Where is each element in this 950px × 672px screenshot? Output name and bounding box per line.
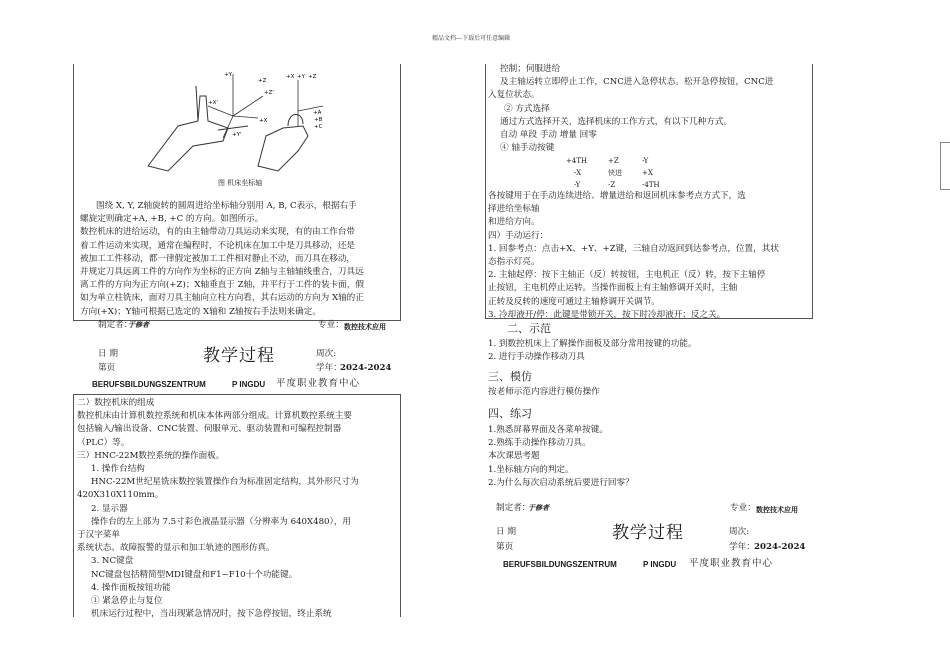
label-left-yp: +Y': [232, 132, 242, 138]
text-line: 数控机床由计算机数控系统和机床本体两部分组成。计算机数控系统主要: [77, 411, 353, 422]
page-title-2: 教学过程: [612, 523, 684, 543]
key-z-plus[interactable]: +Z: [608, 157, 619, 165]
text-line: 通过方式选择开关，选择机床的工作方式，有以下几种方式。: [500, 116, 733, 127]
key-4th-minus[interactable]: -4TH: [642, 181, 660, 189]
week-label: 周次:: [316, 349, 337, 359]
date-label-2: 日 期: [496, 527, 516, 537]
text-line: 包括输入/输出设备、CNC装置、伺服单元、驱动装置和可编程控制器: [77, 424, 342, 435]
page-label-2: 第页: [496, 542, 514, 552]
section-practice-heading: 四、练习: [488, 407, 532, 420]
left-paragraph-2: [77, 397, 359, 621]
label-right-a: +A: [313, 110, 322, 116]
author-label: 制定者：: [98, 320, 133, 330]
school-cn-2: 平度职业教育中心: [689, 558, 774, 569]
label-right-y: +Y: [297, 74, 305, 80]
text-line: 被加工工件移动，都一律假定被加工工件相对静止不动，而刀具在移动，: [80, 253, 356, 264]
text-line: （PLC）等。: [77, 437, 130, 448]
text-line: 并规定刀具远离工件的方向作为坐标的正方向 Z轴与主轴轴线重合，刀具远: [80, 267, 364, 278]
label-right-c: +C: [314, 124, 323, 130]
page-label: 第页: [98, 363, 116, 373]
label-right-x: +X: [286, 74, 295, 80]
text-line: 三）HNC-22M数控系统的操作面板。: [77, 450, 225, 461]
date-label: 日 期: [98, 349, 118, 359]
figure-caption: 图 机床坐标轴: [218, 179, 263, 187]
year-label-2: 学年：: [729, 542, 755, 552]
text-line: 系统状态、故障报警的显示和加工轨迹的图形仿真。: [77, 543, 275, 554]
text-line: 入复位状态。: [488, 90, 540, 101]
text-line: 着工件运动来实现，通常在编程时，不论机床在加工中是刀具移动，还是: [80, 240, 356, 251]
list-item: 2. 进行手动操作移动刀具: [488, 352, 585, 363]
section-imitate-heading: 三、模仿: [488, 370, 532, 383]
week-label-2: 周次:: [729, 527, 750, 537]
text-line: 1. 操作台结构: [91, 464, 145, 475]
text-line: 数控机床的进给运动，有的由主轴带动刀具运动来实现，有的由工作台带: [80, 227, 356, 238]
left-paragraph-1: [80, 200, 364, 319]
side-tab: [940, 142, 950, 190]
text-line: 螺旋定则确定+A, +B, +C 的方向。如图所示。: [80, 214, 264, 225]
text-line: 择进给坐标轴: [488, 204, 540, 215]
year-label: 学年：: [316, 363, 342, 373]
key-z-minus[interactable]: -Z: [608, 181, 616, 189]
text-line: 操作台的左上部为 7.5寸彩色液晶显示器（分辨率为 640X480），用: [91, 516, 352, 527]
text-line: HNC-22M世纪星铣床数控装置操作台为标准固定结构，其外形尺寸为: [91, 477, 359, 488]
label-left-xp: +X': [208, 100, 218, 106]
author-label-2: 制定者：: [496, 503, 531, 513]
section-demo-heading: 二、示范: [507, 322, 551, 335]
author-name: 于修者: [128, 320, 149, 329]
key-x-plus[interactable]: +X: [642, 169, 653, 177]
right-paragraph-2: [488, 190, 779, 322]
school-en: BERUFSBILDUNGSZENTRUM: [92, 380, 206, 389]
label-left-zp: +Z': [264, 90, 274, 96]
school-cn: 平度职业教育中心: [276, 378, 361, 389]
school-en-2: BERUFSBILDUNGSZENTRUM: [503, 560, 617, 569]
major-label: 专业：: [318, 320, 344, 330]
major-value-2: 数控技术应用: [756, 505, 798, 514]
page-title: 教学过程: [203, 346, 275, 366]
text-line: 及主轴运转立即停止工作，CNC进入急停状态。松开急停按钮，CNC进: [500, 77, 774, 88]
imitate-text: 按老师示范内容进行模仿操作: [488, 387, 600, 397]
header-note: 精品文档---下载后可任意编辑: [432, 35, 511, 42]
list-item: 本次课思考题: [488, 451, 540, 462]
text-line: 420X310X110mm。: [77, 490, 164, 501]
text-line: 如为单立柱铣床，面对刀具主轴向立柱方向看，其右运动的方向为 X轴的正: [80, 293, 364, 304]
text-line: 方向(+X)；Y轴可根据已选定的 X轴和 Z轴按右手法则来确定。: [80, 306, 321, 317]
text-line: 离工件的方向为正方向(+Z)；X轴垂直于 Z轴，并平行于工件的装卡面，假: [80, 280, 364, 291]
text-line: 2. 主轴起停：按下主轴正（反）转按钮，主电机正（反）转，按下主轴停: [488, 270, 766, 281]
text-line: 态指示灯亮。: [488, 257, 540, 268]
list-item: 1.熟悉屏幕界面及各菜单按键。: [488, 425, 608, 435]
key-y-minus[interactable]: -Y: [642, 157, 649, 165]
major-value: 数控技术应用: [344, 322, 386, 331]
text-line: NC键盘包括精简型MDI键盘和F1~F10十个功能键。: [91, 569, 298, 580]
text-line: 和进给方向。: [488, 217, 540, 228]
text-line: 二）数控机床的组成: [77, 398, 155, 408]
key-x-minus[interactable]: -X: [574, 169, 582, 177]
key-rapid[interactable]: 快进: [608, 169, 622, 177]
key-4th-plus[interactable]: +4TH: [566, 157, 588, 165]
text-line: 控制；伺服进给: [500, 64, 561, 74]
text-line: 于汉字菜单: [77, 530, 120, 541]
major-label-2: 专业：: [730, 503, 756, 513]
text-line: 1. 回参考点：点击+X、+Y、+Z键，三轴自动返回到达参考点，位置，其状: [488, 243, 779, 254]
text-line: 止按钮，主电机停止运转。当操作面板上有主轴修调开关时，主轴: [488, 283, 738, 294]
demo-list: [488, 338, 697, 364]
hands-axes-illustration: [138, 66, 338, 176]
list-item: 1. 到数控机床上了解操作面板及部分常用按键的功能。: [488, 339, 697, 349]
practice-list: [488, 424, 634, 490]
label-left-y: +Y: [224, 72, 232, 78]
right-paragraph-1: [488, 63, 773, 155]
coordinate-figure: [138, 66, 338, 176]
text-line: 机床运行过程中，当出现紧急情况时，按下急停按钮，终止系统: [91, 609, 332, 620]
text-line: 围绕 X, Y, Z轴旋转的圆周进给坐标轴分别用 A, B, C表示，根据右手: [96, 201, 357, 211]
list-item: 2.熟练手动操作移动刀具。: [488, 438, 591, 449]
label-left-x: +X: [259, 118, 268, 124]
school-en2-2: P INGDU: [643, 560, 677, 569]
text-line: ④ 轴手动按键: [500, 143, 555, 154]
text-line: 2. 显示器: [91, 503, 128, 514]
key-y-minus-2[interactable]: -Y: [574, 181, 581, 189]
school-en2: P INGDU: [232, 380, 266, 389]
text-line: 3. NC键盘: [91, 556, 134, 567]
author-name-2: 于修者: [528, 503, 549, 512]
text-line: 四）手动运行：: [488, 230, 549, 241]
text-line: 自动 单段 手动 增量 回零: [500, 130, 597, 141]
text-line: 各按键用于在手动连续进给、增量进给和返回机床参考点方式下，选: [488, 191, 746, 201]
list-item: 1.坐标轴方向的判定。: [488, 464, 574, 475]
axis-key-grid: [566, 155, 672, 191]
text-line: ① 紧急停止与复位: [91, 596, 163, 607]
text-line: 3. 冷却液开/停：此键是带锁开关，按下时冷却液开；反之关。: [488, 309, 726, 320]
text-line: 4. 操作面板按钮功能: [91, 582, 171, 593]
label-right-z: +Z: [308, 74, 317, 80]
list-item: 2.为什么每次启动系统后要进行回零？: [488, 477, 634, 488]
year-value: 2024-2024: [340, 363, 392, 373]
label-right-b: +B: [314, 117, 323, 123]
label-left-z: +Z: [258, 78, 267, 84]
text-line: ② 方式选择: [504, 103, 550, 114]
text-line: 正转及反转的速度可通过主轴修调开关调节。: [488, 296, 660, 307]
year-value-2: 2024-2024: [754, 542, 806, 552]
